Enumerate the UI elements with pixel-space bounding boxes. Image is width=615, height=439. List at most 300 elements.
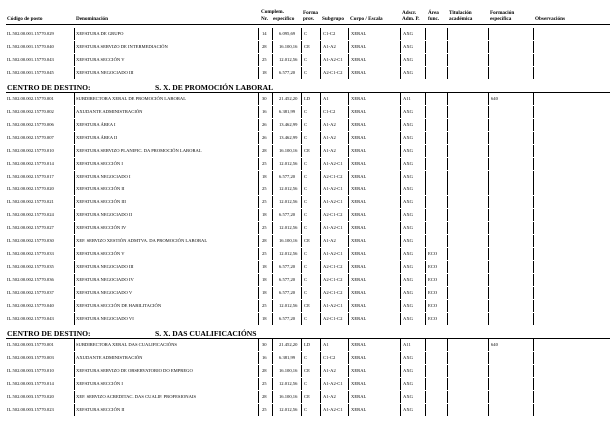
cell-subgrupo: A1-A2 [323, 238, 336, 244]
cell-corpo: XERAL [351, 108, 367, 114]
column-separator [533, 261, 534, 273]
column-separator [400, 132, 401, 144]
column-separator [488, 132, 489, 144]
header-adscr-1: Adscr. [402, 10, 417, 16]
table-row [0, 28, 615, 40]
column-separator [301, 93, 302, 105]
column-separator [272, 183, 273, 195]
cell-forma-prov: LD [304, 95, 311, 101]
column-separator [258, 261, 259, 273]
column-separator [447, 222, 448, 234]
cell-denominacion: XEFATURA NEGOCIADO VI [76, 315, 134, 321]
cell-denominacion: XEFATURA SECCIÓN II [76, 186, 125, 192]
column-separator [320, 119, 321, 131]
header-corpo: Corpo / Escala [350, 16, 383, 22]
cell-forma-prov: C [304, 31, 308, 36]
column-separator [348, 54, 349, 66]
cell-forma-prov: C [304, 186, 308, 192]
column-separator [74, 365, 75, 377]
cell-denominacion: XEFATURA SECCIÓN V [76, 251, 125, 257]
column-separator [488, 404, 489, 416]
column-separator [272, 391, 273, 403]
cell-corpo: XERAL [351, 225, 367, 231]
column-separator [301, 106, 302, 118]
cell-complemento: 6.577,20 [279, 264, 296, 270]
cell-forma-prov: C [304, 290, 308, 296]
column-separator [320, 158, 321, 170]
column-separator [74, 261, 75, 273]
cell-codigo: IL.502.00.003.15770.001 [7, 341, 54, 347]
column-separator [301, 235, 302, 247]
table-row [0, 352, 615, 364]
column-separator [272, 274, 273, 286]
column-separator [488, 54, 489, 66]
column-separator [272, 313, 273, 325]
cell-adscr: AXG [403, 238, 413, 244]
table-row [0, 313, 615, 325]
column-separator [301, 313, 302, 325]
cell-nr: 28 [262, 238, 267, 244]
header-forma-2: prov. [303, 16, 315, 22]
column-separator [348, 261, 349, 273]
column-separator [488, 300, 489, 312]
column-separator [272, 41, 273, 53]
column-separator [400, 261, 401, 273]
cell-complemento: 12.012,56 [279, 380, 298, 386]
cell-complemento: 6.577,20 [279, 212, 296, 218]
column-separator [447, 93, 448, 105]
column-separator [301, 287, 302, 299]
column-separator [425, 67, 426, 79]
column-separator [301, 352, 302, 364]
column-separator [258, 378, 259, 390]
column-separator [425, 248, 426, 260]
header-denominacion: Denominación [76, 16, 108, 22]
table-row [0, 93, 615, 105]
column-separator [348, 145, 349, 157]
column-separator [488, 365, 489, 377]
cell-adscr: AXG [403, 393, 413, 399]
column-separator [272, 378, 273, 390]
cell-adscr: AXG [403, 367, 413, 373]
section-name: S. X. DAS CUALIFICACIÓNS [155, 328, 257, 338]
column-separator [301, 300, 302, 312]
cell-forma-prov: CE [304, 367, 310, 373]
cell-denominacion: XEFATURA SECCIÓN DE HABILITACIÓN [76, 303, 162, 308]
cell-adscr: AXG [403, 147, 413, 153]
column-separator [488, 235, 489, 247]
table-row [0, 196, 615, 208]
column-separator [348, 196, 349, 208]
cell-nr: 25 [262, 225, 267, 231]
column-separator [447, 391, 448, 403]
cell-subgrupo: A1-A2 [323, 367, 336, 373]
column-separator [400, 119, 401, 131]
column-separator [272, 352, 273, 364]
cell-area: ECO [428, 303, 438, 308]
header-area-2: func. [428, 16, 440, 22]
cell-codigo: IL.502.00.003.15770.020 [7, 393, 54, 399]
column-separator [301, 248, 302, 260]
cell-nr: 14 [262, 31, 267, 36]
column-separator [425, 119, 426, 131]
cell-nr: 16 [262, 108, 267, 114]
cell-complemento: 6.577,20 [279, 69, 296, 75]
cell-codigo: IL.502.00.001.15770.040 [7, 43, 54, 49]
column-separator [533, 404, 534, 416]
column-separator [447, 196, 448, 208]
cell-forma-prov: C [304, 380, 308, 386]
column-separator [320, 171, 321, 183]
cell-forma-prov: C [304, 212, 308, 218]
cell-complemento: 12.012,56 [279, 160, 298, 166]
cell-complemento: 12.012,56 [279, 225, 298, 231]
cell-codigo: IL.502.00.001.15770.029 [7, 31, 54, 36]
cell-codigo: IL.502.00.002.15770.021 [7, 199, 54, 205]
table-row [0, 300, 615, 312]
column-separator [74, 145, 75, 157]
header-complem-2: específico [273, 16, 295, 22]
column-separator [488, 119, 489, 131]
column-separator [488, 28, 489, 40]
column-separator [400, 235, 401, 247]
cell-area: ECO [428, 264, 438, 270]
column-separator [258, 235, 259, 247]
column-separator [301, 222, 302, 234]
column-separator [533, 222, 534, 234]
cell-subgrupo: A1-A2-C1 [323, 303, 343, 308]
column-separator [320, 352, 321, 364]
cell-complemento: 6.381,99 [279, 354, 296, 360]
cell-adscr: AXG [403, 290, 413, 296]
column-separator [258, 171, 259, 183]
cell-forma-prov: CE [304, 393, 310, 399]
column-separator [488, 222, 489, 234]
column-separator [301, 209, 302, 221]
column-separator [348, 41, 349, 53]
column-separator [447, 248, 448, 260]
cell-denominacion: XEFATURA SECCIÓN II [76, 406, 125, 412]
column-separator [348, 339, 349, 351]
column-separator [258, 300, 259, 312]
cell-complemento: 12.012,56 [279, 199, 298, 205]
column-separator [348, 365, 349, 377]
cell-subgrupo: A1-A2-C1 [323, 56, 343, 62]
column-separator [272, 132, 273, 144]
column-separator [272, 119, 273, 131]
column-separator [400, 28, 401, 40]
table-row [0, 274, 615, 286]
column-separator [258, 67, 259, 79]
column-separator [447, 365, 448, 377]
cell-codigo: IL.502.00.002.15770.006 [7, 121, 54, 127]
column-separator [425, 183, 426, 195]
cell-nr: 18 [262, 212, 267, 218]
cell-codigo: IL.502.00.002.15770.020 [7, 186, 54, 192]
cell-forma-prov: C [304, 160, 308, 166]
column-separator [425, 28, 426, 40]
column-separator [272, 54, 273, 66]
header-formacion-2: específica [490, 16, 512, 22]
cell-complemento: 13.462,99 [279, 134, 298, 140]
column-separator [425, 209, 426, 221]
column-separator [301, 158, 302, 170]
column-separator [533, 274, 534, 286]
cell-denominacion: SUBDIRECTORA XERAL DE PROMOCIÓN LABORAL [76, 95, 187, 101]
column-separator [74, 378, 75, 390]
column-separator [74, 248, 75, 260]
cell-subgrupo: A1-A2 [323, 121, 336, 127]
cell-denominacion: AXUDANTE ADMINISTRACIÓN [76, 354, 143, 360]
cell-nr: 28 [262, 393, 267, 399]
column-separator [533, 352, 534, 364]
cell-nr: 25 [262, 406, 267, 412]
header-forma-1: Forma [303, 10, 318, 16]
table-row [0, 183, 615, 195]
column-separator [447, 41, 448, 53]
column-separator [320, 145, 321, 157]
column-separator [74, 404, 75, 416]
cell-forma-prov: C [304, 251, 308, 257]
cell-denominacion: XEFATURA NEGOCIADO II [76, 212, 133, 218]
cell-codigo: IL.502.00.002.15770.002 [7, 108, 54, 114]
column-separator [533, 67, 534, 79]
cell-corpo: XERAL [351, 341, 367, 347]
column-separator [258, 158, 259, 170]
table-row [0, 145, 615, 157]
header-subgrupo: Subgrupo [322, 16, 344, 22]
cell-forma-prov: C [304, 69, 308, 75]
column-separator [272, 67, 273, 79]
cell-subgrupo: A2-C1-C2 [323, 69, 343, 75]
cell-nr: 30 [262, 341, 267, 347]
column-separator [488, 67, 489, 79]
column-separator [272, 235, 273, 247]
column-separator [447, 378, 448, 390]
cell-complemento: 16.100,16 [279, 43, 298, 49]
cell-forma-prov: CE [304, 238, 310, 244]
column-separator [348, 158, 349, 170]
column-separator [447, 261, 448, 273]
column-separator [425, 41, 426, 53]
column-separator [400, 274, 401, 286]
column-separator [301, 339, 302, 351]
cell-complemento: 21.452,20 [279, 341, 298, 347]
cell-adscr: AXG [403, 186, 413, 192]
column-separator [425, 235, 426, 247]
cell-subgrupo: A1-A2-C1 [323, 380, 343, 386]
column-separator [348, 248, 349, 260]
cell-complemento: 6.577,20 [279, 173, 296, 179]
column-separator [488, 145, 489, 157]
column-separator [425, 352, 426, 364]
cell-denominacion: XEFATURA SECCIÓN V [76, 56, 125, 62]
cell-codigo: IL.502.00.002.15770.037 [7, 290, 54, 296]
column-separator [400, 339, 401, 351]
cell-forma-prov: CE [304, 147, 310, 153]
cell-corpo: XERAL [351, 380, 367, 386]
cell-nr: 18 [262, 69, 267, 75]
column-separator [447, 158, 448, 170]
cell-complemento: 6.095,69 [279, 31, 296, 36]
column-separator [301, 28, 302, 40]
cell-area: ECO [428, 290, 438, 296]
cell-complemento: 6.577,20 [279, 290, 296, 296]
column-separator [258, 222, 259, 234]
column-separator [348, 391, 349, 403]
column-separator [320, 54, 321, 66]
column-separator [301, 119, 302, 131]
column-separator [258, 196, 259, 208]
column-separator [425, 300, 426, 312]
column-separator [272, 300, 273, 312]
column-separator [320, 67, 321, 79]
column-separator [320, 209, 321, 221]
column-separator [447, 119, 448, 131]
header-titulacion-1: Titulación [449, 10, 472, 16]
column-separator [533, 183, 534, 195]
column-separator [320, 235, 321, 247]
cell-forma-prov: CE [304, 303, 310, 308]
cell-forma-prov: C [304, 134, 308, 140]
cell-subgrupo: A2-C1-C2 [323, 173, 343, 179]
cell-subgrupo: A1-A2-C1 [323, 225, 343, 231]
column-separator [425, 365, 426, 377]
header-observaciones: Observacións [535, 16, 565, 22]
column-separator [533, 365, 534, 377]
cell-formacion: 640 [491, 95, 498, 101]
column-separator [74, 28, 75, 40]
column-separator [400, 313, 401, 325]
column-separator [447, 209, 448, 221]
cell-subgrupo: A2-C1-C2 [323, 277, 343, 283]
cell-subgrupo: A1-A2-C1 [323, 186, 343, 192]
column-separator [272, 196, 273, 208]
cell-subgrupo: A1-A2-C1 [323, 251, 343, 257]
cell-complemento: 12.012,56 [279, 186, 298, 192]
header-titulacion-2: académica [449, 16, 473, 22]
cell-codigo: IL.502.00.002.15770.033 [7, 251, 54, 257]
cell-adscr: AXG [403, 380, 413, 386]
cell-adscr: AXG [403, 315, 413, 321]
column-separator [258, 54, 259, 66]
column-separator [425, 339, 426, 351]
cell-nr: 18 [262, 173, 267, 179]
column-separator [533, 339, 534, 351]
cell-forma-prov: C [304, 121, 308, 127]
column-separator [533, 313, 534, 325]
column-separator [425, 158, 426, 170]
cell-complemento: 12.012,56 [279, 251, 298, 257]
column-separator [320, 378, 321, 390]
column-separator [320, 313, 321, 325]
column-separator [320, 287, 321, 299]
cell-corpo: XERAL [351, 95, 367, 101]
cell-forma-prov: C [304, 315, 308, 321]
column-separator [348, 93, 349, 105]
column-separator [74, 274, 75, 286]
cell-adscr: AXG [403, 212, 413, 218]
cell-adscr: AXG [403, 134, 413, 140]
cell-nr: 25 [262, 380, 267, 386]
column-separator [348, 235, 349, 247]
column-separator [258, 248, 259, 260]
column-separator [301, 404, 302, 416]
cell-codigo: IL.502.00.002.15770.007 [7, 134, 54, 140]
column-separator [272, 209, 273, 221]
column-separator [400, 352, 401, 364]
cell-formacion: 640 [491, 341, 498, 347]
column-separator [74, 352, 75, 364]
column-separator [488, 93, 489, 105]
column-separator [320, 222, 321, 234]
table-row [0, 222, 615, 234]
column-separator [348, 67, 349, 79]
column-separator [400, 41, 401, 53]
cell-subgrupo: A1 [323, 95, 329, 101]
column-separator [272, 106, 273, 118]
column-separator [533, 106, 534, 118]
column-separator [348, 106, 349, 118]
table-row [0, 119, 615, 131]
column-separator [447, 300, 448, 312]
cell-nr: 25 [262, 186, 267, 192]
column-separator [272, 171, 273, 183]
cell-corpo: XERAL [351, 367, 367, 373]
cell-corpo: XERAL [351, 406, 367, 412]
cell-denominacion: XEFATURA SECCIÓN I [76, 160, 123, 166]
column-separator [74, 391, 75, 403]
column-separator [447, 313, 448, 325]
cell-corpo: XERAL [351, 212, 367, 218]
column-separator [425, 196, 426, 208]
table-row [0, 261, 615, 273]
column-separator [488, 248, 489, 260]
column-separator [400, 93, 401, 105]
column-separator [74, 93, 75, 105]
cell-complemento: 13.462,99 [279, 121, 298, 127]
cell-area: ECO [428, 277, 438, 283]
column-separator [488, 391, 489, 403]
cell-nr: 18 [262, 264, 267, 270]
cell-denominacion: XEFATURA SERVIZO PLANIFIC. DA PROMOCIÓN LABORAL [76, 147, 202, 153]
column-separator [400, 54, 401, 66]
column-separator [272, 248, 273, 260]
column-separator [320, 41, 321, 53]
cell-corpo: XERAL [351, 238, 367, 244]
cell-nr: 16 [262, 354, 267, 360]
table-row [0, 339, 615, 351]
table-row [0, 41, 615, 53]
column-separator [533, 158, 534, 170]
column-separator [533, 132, 534, 144]
table-row [0, 158, 615, 170]
cell-nr: 28 [262, 147, 267, 153]
cell-subgrupo: C1-C2 [323, 354, 336, 360]
column-separator [447, 106, 448, 118]
column-separator [272, 261, 273, 273]
cell-codigo: IL.502.00.002.15770.024 [7, 212, 54, 218]
column-separator [258, 209, 259, 221]
column-separator [400, 106, 401, 118]
column-separator [74, 54, 75, 66]
column-separator [301, 365, 302, 377]
cell-denominacion: XEF. SERVIZO ACREDITAC. DAS CUALIF. PROFESIONAIS [76, 393, 197, 399]
cell-denominacion: XEFATURA SECCIÓN I [76, 380, 123, 386]
cell-subgrupo: A1-A2-C1 [323, 160, 343, 166]
cell-denominacion: XEFATURA ÁREA I [76, 121, 116, 127]
table-row [0, 171, 615, 183]
